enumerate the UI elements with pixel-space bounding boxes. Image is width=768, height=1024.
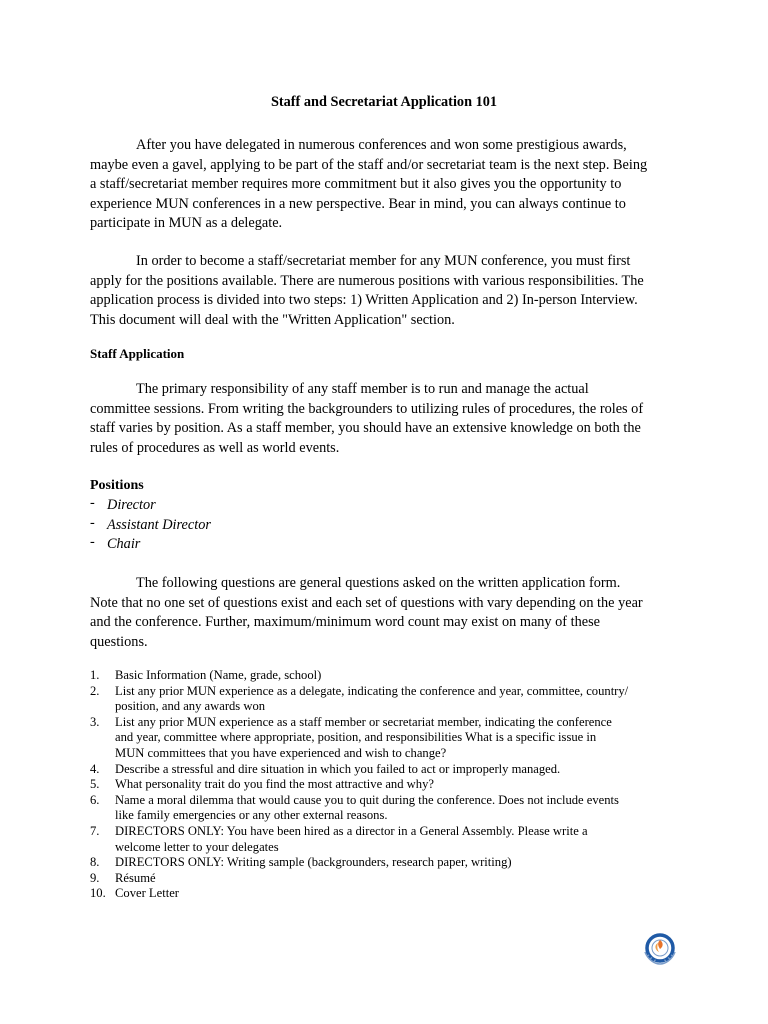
question-text: position, and any awards won (115, 699, 266, 714)
question-item (90, 793, 628, 824)
question-item (90, 668, 628, 684)
question-number: 5. (90, 777, 100, 792)
question-item (90, 715, 628, 762)
question-text: List any prior MUN experience as a staff member or secretariat member, indicating the conference (115, 714, 612, 729)
question-text: and year, committee where appropriate, position, and responsibilities What is a specific issue in (115, 730, 597, 745)
paragraph-line: application process is divided into two steps: 1) Written Application and 2) In-person Interview. (90, 292, 638, 308)
question-number: 4. (90, 761, 100, 776)
paragraph-line: This document will deal with the "Written Application" section. (90, 311, 455, 328)
question-text: List any prior MUN experience as a delegate, indicating the conference and year, committee, country/ (115, 683, 629, 698)
question-text: Cover Letter (115, 886, 179, 901)
process-paragraph (90, 252, 680, 330)
question-text: Basic Information (Name, grade, school) (115, 668, 322, 682)
question-text: What personality trait do you find the most attractive and why? (115, 777, 434, 792)
position-label: Assistant Director (107, 516, 211, 533)
question-item (90, 855, 628, 871)
position-item (90, 496, 211, 516)
question-number: 8. (90, 855, 100, 870)
paragraph-line: maybe even a gavel, applying to be part of the staff and/or secretariat team is the next step. Being (90, 156, 648, 173)
question-text: DIRECTORS ONLY: Writing sample (backgrounders, research paper, writing) (115, 855, 512, 870)
paragraph-line: questions. (90, 633, 148, 650)
intro-paragraph (90, 136, 680, 234)
paragraph-line: In order to become a staff/secretariat member for any MUN conference, you must first (136, 253, 631, 269)
position-item (90, 516, 211, 536)
paragraph-line: The following questions are general questions asked on the written application form. (136, 575, 621, 591)
paragraph-line: and the conference. Further, maximum/minimum word count may exist on many of these (90, 614, 601, 630)
paragraph-line: Note that no one set of questions exist and each set of questions with vary depending on the year (90, 594, 643, 611)
position-label: Chair (107, 536, 141, 553)
staff-paragraph (90, 380, 680, 458)
document-title: Staff and Secretariat Application 101 (270, 94, 498, 110)
dash-bullet: - (90, 495, 95, 511)
paragraph-line: a staff/secretariat member requires more commitment but it also gives you the opportunity to (90, 176, 622, 192)
question-number: 6. (90, 792, 100, 807)
question-text: Describe a stressful and dire situation in which you failed to act or improperly managed. (115, 761, 561, 776)
question-number: 2. (90, 683, 100, 698)
question-number: 1. (90, 668, 100, 682)
question-text: Name a moral dilemma that would cause you to quit during the conference. Does not include events (115, 792, 619, 807)
question-text: MUN committees that you have experienced and wish to change? (115, 745, 447, 760)
position-label: Director (107, 497, 156, 513)
question-item (90, 684, 628, 715)
question-text: Résumé (115, 870, 156, 885)
paragraph-line: experience MUN conferences in a new perspective. Bear in mind, you can always continue to (90, 195, 626, 212)
question-item (90, 871, 628, 887)
paragraph-line: participate in MUN as a delegate. (90, 215, 283, 231)
question-number: 3. (90, 714, 100, 729)
question-item (90, 777, 628, 793)
questions-intro-paragraph (90, 574, 680, 652)
paragraph-line: After you have delegated in numerous conferences and won some prestigious awards, (136, 137, 627, 153)
questions-list (90, 668, 628, 902)
dash-bullet: - (90, 534, 95, 551)
paragraph-line: rules of procedures as well as world events. (90, 439, 340, 456)
staff-application-heading: Staff Application (90, 346, 185, 361)
paragraph-line: staff varies by position. As a staff member, you should have an extensive knowledge on both the (90, 420, 641, 436)
question-text: welcome letter to your delegates (115, 839, 279, 854)
paragraph-line: The primary responsibility of any staff member is to run and manage the actual (136, 381, 589, 397)
question-number: 9. (90, 870, 100, 885)
question-number: 7. (90, 823, 100, 838)
positions-heading: Positions (90, 478, 144, 493)
paragraph-line: apply for the positions available. There are numerous positions with various responsibilities. The (90, 272, 644, 289)
dash-bullet: - (90, 514, 95, 531)
question-text: like family emergencies or any other external reasons. (115, 808, 388, 823)
question-text: DIRECTORS ONLY: You have been hired as a director in a General Assembly. Please write a (115, 823, 588, 838)
question-number: 10. (90, 886, 106, 901)
mun-globe-logo-icon (640, 928, 680, 968)
position-item (90, 535, 211, 555)
paragraph-line: committee sessions. From writing the backgrounders to utilizing rules of procedures, the roles of (90, 400, 644, 417)
question-item (90, 762, 628, 778)
positions-list (90, 496, 211, 555)
question-item (90, 886, 628, 902)
question-item (90, 824, 628, 855)
